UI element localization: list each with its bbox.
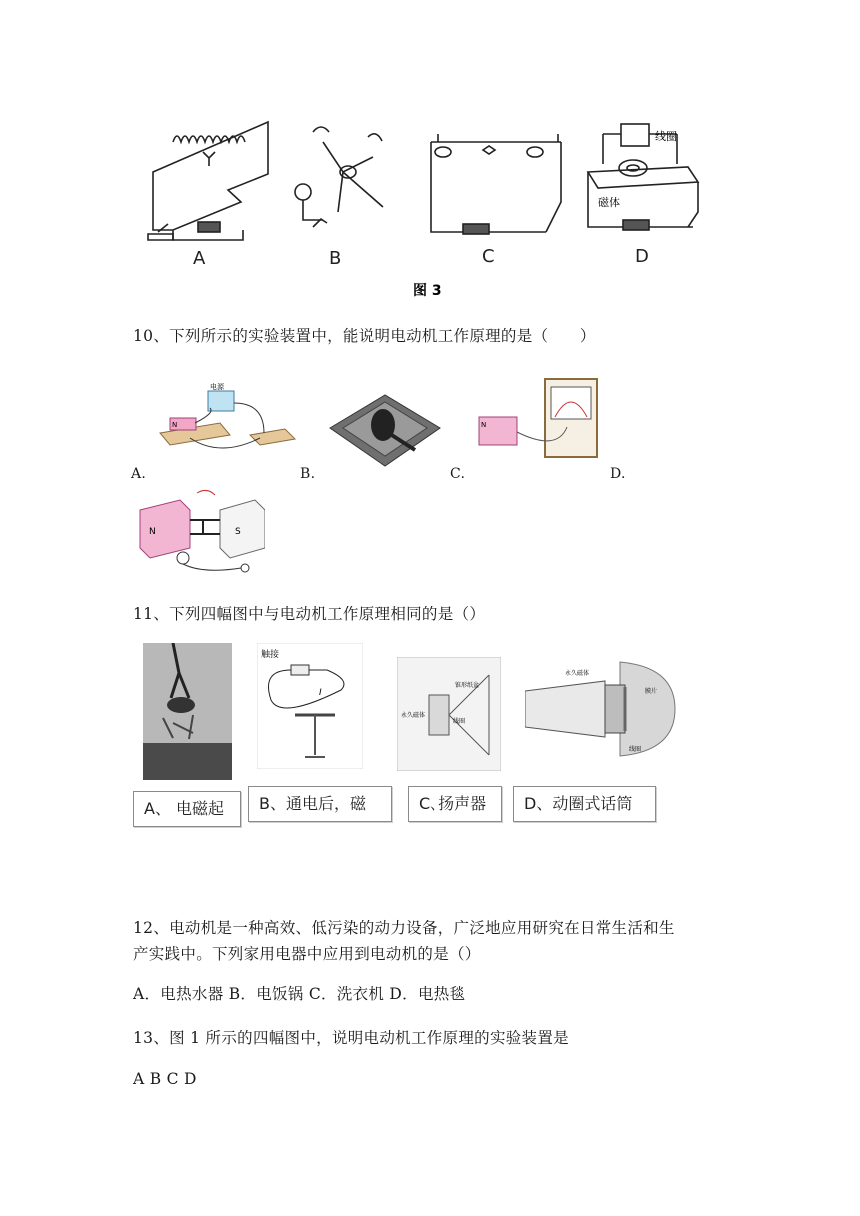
question-10: 10、下列所示的实验装置中，能说明电动机工作原理的是（ ） <box>133 327 596 345</box>
q11-option-b-caption: B、通电后，磁 <box>248 786 392 822</box>
svg-text:I: I <box>319 688 322 698</box>
q11-option-a-image <box>143 643 232 780</box>
figure-3-label-a: A <box>193 248 206 269</box>
q10-option-b-label: B. <box>300 466 316 482</box>
figure-3-label-b: B <box>329 248 342 269</box>
magnet-label: 磁体 <box>598 196 620 209</box>
svg-text:永久磁体: 永久磁体 <box>565 670 590 677</box>
q11-option-d-caption: D、动圈式话筒 <box>513 786 656 822</box>
svg-text:膜片: 膜片 <box>645 688 658 695</box>
q10-option-c-image <box>475 377 605 477</box>
svg-text:锥形纸盆: 锥形纸盆 <box>455 682 480 689</box>
svg-text:触接: 触接 <box>261 650 280 660</box>
q10-option-d-label: D. <box>610 466 626 482</box>
svg-text:线圈: 线圈 <box>629 746 642 753</box>
q10-option-a-image <box>150 383 300 463</box>
question-11: 11、下列四幅图中与电动机工作原理相同的是（） <box>133 605 486 623</box>
q10-option-c-label: C. <box>450 466 466 482</box>
q11-option-c-image <box>397 657 501 771</box>
coil-label: 线圈 <box>655 130 677 143</box>
question-12-options: A．电热水器 B．电饭锅 C．洗衣机 D．电热毯 <box>133 985 466 1003</box>
q11-option-b-image <box>257 643 363 769</box>
figure-3-label-d: D <box>635 246 649 267</box>
question-13: 13、图 1 所示的四幅图中，说明电动机工作原理的实验装置是 <box>133 1029 569 1047</box>
svg-text:N: N <box>149 527 156 537</box>
q10-option-b-image <box>325 390 445 470</box>
q11-option-c-caption: C､扬声器 <box>408 786 502 822</box>
svg-text:线圈: 线圈 <box>453 718 466 725</box>
question-12-line-1: 12、电动机是一种高效、低污染的动力设备，广泛地应用研究在日常生活和生 <box>133 919 675 937</box>
svg-text:S: S <box>235 527 241 537</box>
question-13-options: A B C D <box>133 1070 197 1088</box>
q10-option-a-label: A. <box>131 466 147 482</box>
svg-text:电源: 电源 <box>210 383 224 391</box>
figure-3-label-c: C <box>482 246 495 267</box>
svg-text:N: N <box>172 421 178 429</box>
q10-option-d-image <box>135 488 265 578</box>
svg-text:永久磁体: 永久磁体 <box>401 712 426 719</box>
figure-3-caption: 图 3 <box>413 283 442 299</box>
question-12-line-2: 产实践中。下列家用电器中应用到电动机的是（） <box>133 945 481 963</box>
svg-text:N: N <box>481 421 487 429</box>
q11-option-a-caption: A、 电磁起 <box>133 791 241 827</box>
figure-3 <box>133 112 718 304</box>
q11-option-d-image <box>525 657 679 761</box>
